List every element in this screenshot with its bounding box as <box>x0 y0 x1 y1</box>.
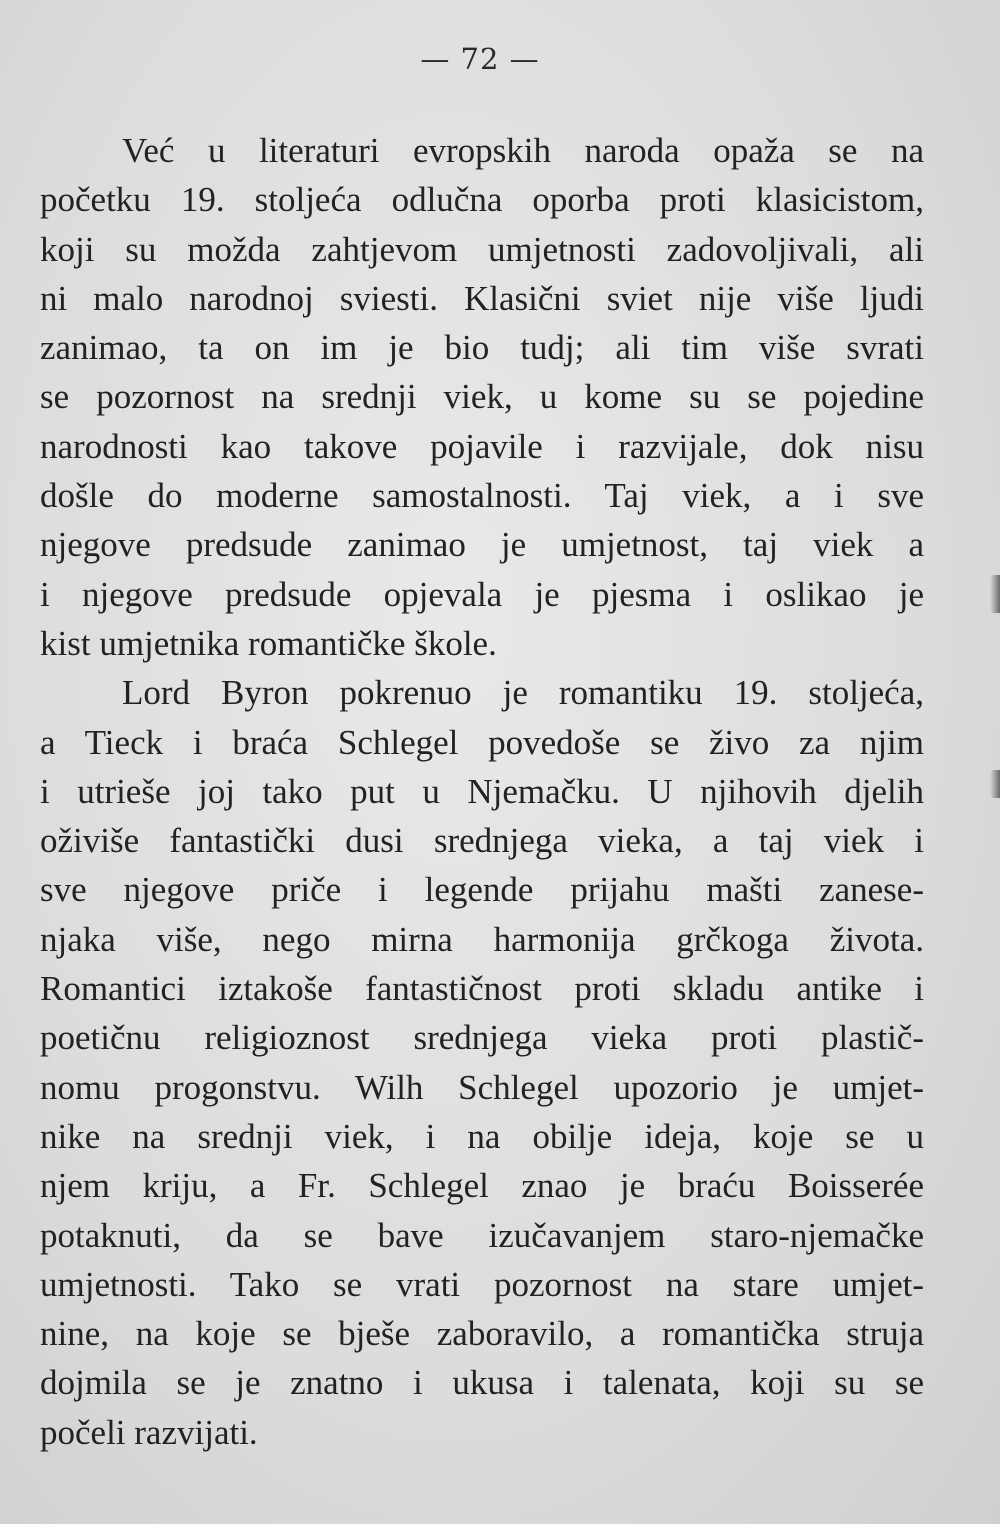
text-line: Lord Byron pokrenuo je romantiku 19. stoljeća, <box>122 673 924 713</box>
text-line: i njegove predsude opjevala je pjesma i oslikao je <box>40 574 924 614</box>
text-line: nike na srednji viek, i na obilje ideja, koje se u <box>40 1116 924 1156</box>
text-line: a Tieck i braća Schlegel povedoše se živo za njim <box>40 722 924 762</box>
text-line: narodnosti kao takove pojavile i razvijale, dok nisu <box>40 426 924 466</box>
text-line: potaknuti, da se bave izučavanjem staro-njemačke <box>40 1215 924 1255</box>
text-line: se pozornost na srednji viek, u kome su se pojedine <box>40 377 924 417</box>
text-line: Već u literaturi evropskih naroda opaža se na <box>122 131 924 170</box>
text-line: oživiše fantastički dusi srednjega vieka, a taj viek i <box>40 821 924 861</box>
margin-mark <box>990 575 1000 613</box>
text-line: koji su možda zahtjevom umjetnosti zadovoljivali, ali <box>40 229 924 269</box>
page-number: — 72 — <box>420 42 540 76</box>
text-line: nomu progonstvu. Wilh Schlegel upozorio je umjet- <box>40 1067 924 1107</box>
margin-mark <box>990 770 1000 798</box>
text-line: njegove predsude zanimao je umjetnost, taj viek a <box>40 525 924 565</box>
text-line: počeli razvijati. <box>40 1412 258 1452</box>
body-text <box>40 126 924 1457</box>
text-line: početku 19. stoljeća odlučna oporba proti klasicistom, <box>40 180 924 220</box>
text-line: Romantici iztakoše fantastičnost proti skladu antike i <box>40 969 924 1009</box>
text-line: dojmila se je znatno i ukusa i talenata, koji su se <box>40 1363 924 1403</box>
text-line: umjetnosti. Tako se vrati pozornost na stare umjet- <box>40 1264 924 1304</box>
text-line: zanimao, ta on im je bio tudj; ali tim više svrati <box>40 328 924 368</box>
text-line: ni malo narodnoj sviesti. Klasični sviet nije više ljudi <box>40 278 924 318</box>
text-line: njem kriju, a Fr. Schlegel znao je braću Boisserée <box>40 1166 924 1206</box>
text-line: njaka više, nego mirna harmonija grčkoga života. <box>40 919 924 959</box>
text-line: i utrieše joj tako put u Njemačku. U njihovih djelih <box>40 771 924 811</box>
text-line: sve njegove priče i legende prijahu mašti zanese- <box>40 870 924 910</box>
text-line: kist umjetnika romantičke škole. <box>40 623 497 663</box>
text-line: došle do moderne samostalnosti. Taj viek, a i sve <box>40 476 924 516</box>
text-line: nine, na koje se bješe zaboravilo, a romantička struja <box>40 1314 924 1354</box>
text-line: poetičnu religioznost srednjega vieka proti plastič- <box>40 1018 924 1058</box>
